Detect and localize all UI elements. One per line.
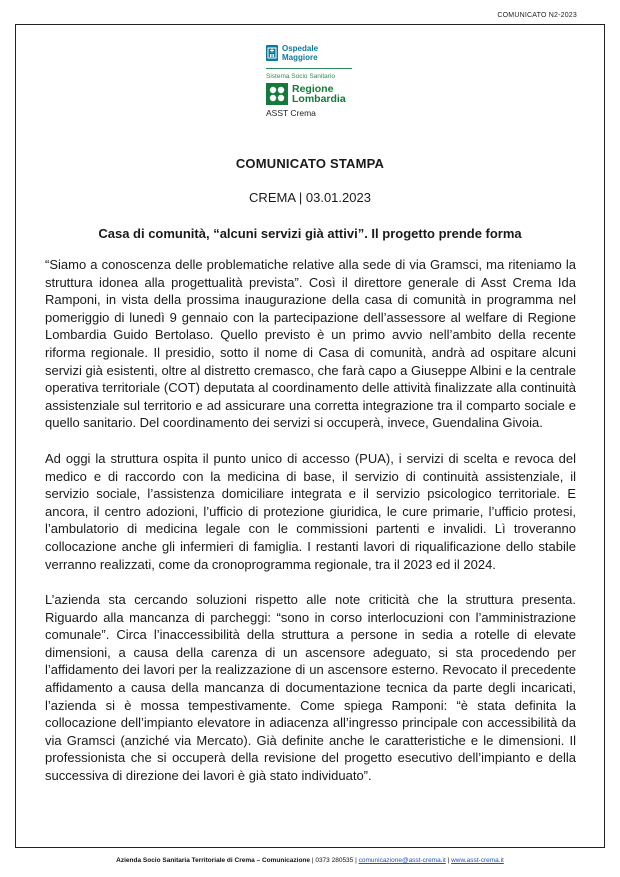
- footer-website-link[interactable]: www.asst-crema.it: [451, 857, 504, 864]
- region-name-line1: Regione: [292, 83, 334, 95]
- footer-separator: |: [445, 857, 452, 864]
- region-name-line2: Lombardia: [292, 93, 346, 105]
- paragraph: Ad oggi la struttura ospita il punto unico di accesso (PUA), i servizi di scelta e revoca del medico e di raccordo con la medicina di base, il servizio di continuità assistenziale, il servizio sociale, l’assistenza domiciliare integrata e il servizio psicologico territoriale. E ancora, il centro adozioni, l’ufficio di protezione giuridica, le cure primarie, l’ufficio protesi, l’ambulatorio di medicina legale con le commissioni partenti e invalidi. Lì troveranno collocazione anche gli infermieri di famiglia. I restanti lavori di riqualificazione dello stabile verranno realizzati, come da cronoprogramma regionale, tra il 2023 ed il 2024.: [45, 450, 576, 572]
- hospital-logo-icon: [266, 45, 278, 61]
- regione-lombardia-logo-icon: [266, 83, 288, 105]
- hospital-logo: [266, 44, 376, 62]
- dateline: CREMA | 03.01.2023: [249, 190, 371, 205]
- asst-crema-logo: [266, 44, 376, 136]
- footer-phone: 0373 280535: [315, 857, 354, 864]
- headline: Casa di comunità, “alcuni servizi già attivi”. Il progetto prende forma: [98, 226, 522, 241]
- region-logo: [266, 83, 376, 105]
- article-body: [45, 256, 576, 803]
- document-code: COMUNICATO N2-2023: [497, 12, 577, 19]
- asst-label: ASST Crema: [266, 108, 316, 118]
- hospital-name-line2: Maggiore: [282, 53, 318, 62]
- footer: [0, 857, 620, 864]
- paragraph: “Siamo a conoscenza delle problematiche relative alla sede di via Gramsci, ma riteniamo la struttura idonea alla progettualità prevista”. Così il direttore generale di Asst Crema Ida Ramponi, in vista della prossima inaugurazione della casa di comunità in programma nel pomeriggio di lunedì 9 gennaio con la partecipazione dell’assessore al welfare di Regione Lombardia Guido Bertolaso. Quello previsto è un primo avvio nell’ambito della recente riforma regionale. Il presidio, sotto il nome di Casa di comunità, andrà ad ospitare alcuni servizi già esistenti, oltre al distretto cremasco, che farà capo a Giuseppe Albini e la centrale operativa territoriale (COT) deputata al coordinamento delle attività finalizzate alla continuità assistenziale sul territorio e ad assicurare una corretta integrazione tra il comparto sociale e quello sanitario. Del coordinamento dei servizi si occuperà, invece, Guendalina Givoia.: [45, 257, 576, 431]
- footer-email-link[interactable]: comunicazione@asst-crema.it: [358, 857, 446, 864]
- hospital-name-line1: Ospedale: [282, 44, 319, 53]
- paragraph: L’azienda sta cercando soluzioni rispetto alle note criticità che la struttura presenta. Riguardo alla mancanza di parcheggi: “sono in corso interlocuzioni con l’amministrazione comunale”. Circa l’inaccessibilità della struttura a persone in sedia a rotelle di elevate dimensioni, a causa della carenza di un ascensore adeguato, si sta procedendo per l’affidamento dei lavori per la realizzazione di un ascensore esterno. Revocato il precedente affidamento a causa della mancanza di documentazione tecnica da parte degli incaricati, l’azienda si è mossa tempestivamente. Come spiega Ramponi: “è stata definita la collocazione dell’impianto elevatore in adiacenza all’ingresso principale con accessibilità da via Gramsci (anziché via Mercato). Già definite anche le caratteristiche e le dimensioni. Il professionista che si occuperà della revisione del progetto esecutivo dell’impianto e della successiva di direzione dei lavori è già stato individuato”.: [45, 592, 576, 784]
- document-title: COMUNICATO STAMPA: [235, 156, 385, 171]
- footer-separator: |: [310, 857, 316, 864]
- footer-org: Azienda Socio Sanitaria Territoriale di Crema – Comunicazione: [116, 857, 311, 864]
- footer-separator: |: [353, 857, 359, 864]
- system-label: Sistema Socio Sanitario: [266, 73, 336, 80]
- logo-divider: [266, 68, 352, 69]
